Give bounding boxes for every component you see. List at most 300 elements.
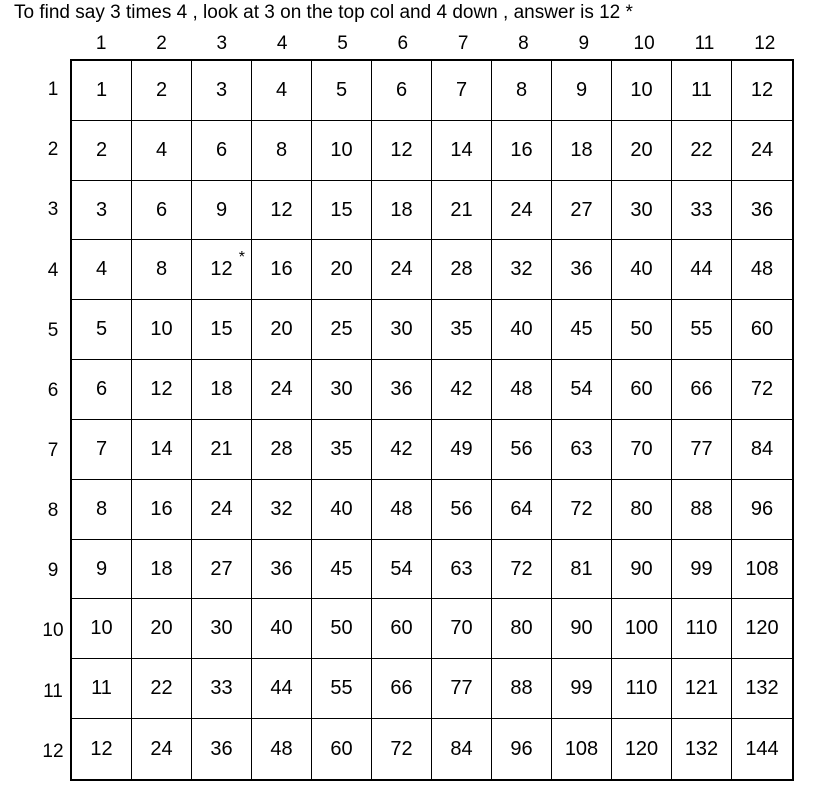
cell-value: 4 <box>155 138 168 161</box>
table-cell <box>192 719 252 779</box>
cell-value: 10 <box>630 78 653 101</box>
cell-value: 24 <box>210 497 233 520</box>
cell-value: 6 <box>395 78 408 101</box>
column-header: 5 <box>337 33 348 54</box>
cell-value: 99 <box>570 677 593 700</box>
table-cell <box>732 61 792 121</box>
cell-value: 72 <box>570 497 593 520</box>
cell-value: 40 <box>510 318 533 341</box>
table-cell <box>672 300 732 360</box>
cell-value: 16 <box>270 258 293 281</box>
highlight-marker: * <box>238 249 245 267</box>
table-cell <box>672 420 732 480</box>
table-cell <box>492 480 552 540</box>
cell-value: 72 <box>510 557 533 580</box>
column-header: 4 <box>276 33 288 54</box>
table-cell <box>732 659 792 719</box>
table-cell <box>672 181 732 241</box>
table-cell <box>72 719 132 779</box>
cell-value: 77 <box>690 437 713 460</box>
table-cell <box>732 480 792 540</box>
table-cell <box>432 181 492 241</box>
table-cell <box>672 360 732 420</box>
cell-value: 18 <box>570 138 593 161</box>
table-cell <box>372 121 432 181</box>
cell-value: 14 <box>450 138 473 161</box>
cell-value: 7 <box>95 437 108 460</box>
table-cell <box>312 540 372 600</box>
table-cell <box>72 599 132 659</box>
table-cell <box>612 480 672 540</box>
cell-value: 20 <box>270 318 293 341</box>
cell-value: 10 <box>90 617 113 640</box>
cell-value: 5 <box>335 78 348 101</box>
instruction-text: To find say 3 times 4 , look at 3 on the top col and 4 down , answer is 12 * <box>14 2 633 23</box>
cell-value: 8 <box>515 78 528 101</box>
cell-value: 60 <box>750 318 774 341</box>
cell-value: 2 <box>95 138 108 161</box>
table-cell <box>72 300 132 360</box>
table-cell <box>312 659 372 719</box>
table-cell <box>612 360 672 420</box>
row-header: 11 <box>43 680 63 702</box>
cell-value: 132 <box>745 677 779 700</box>
cell-value: 55 <box>330 677 353 700</box>
cell-value: 42 <box>390 437 413 460</box>
cell-value: 24 <box>510 198 533 221</box>
cell-value: 88 <box>510 677 533 700</box>
cell-value: 120 <box>745 617 779 640</box>
table-cell <box>672 240 732 300</box>
cell-value: 35 <box>450 318 473 341</box>
cell-value: 9 <box>215 198 228 221</box>
table-cell <box>672 61 732 121</box>
table-cell <box>432 61 492 121</box>
cell-value: 132 <box>684 737 719 760</box>
table-cell <box>252 360 312 420</box>
table-cell <box>72 181 132 241</box>
cell-value: 40 <box>630 258 653 281</box>
cell-value: 44 <box>270 677 293 700</box>
table-cell <box>732 360 792 420</box>
cell-value: 4 <box>275 78 288 101</box>
table-cell <box>432 540 492 600</box>
table-cell <box>132 420 192 480</box>
table-cell <box>552 599 612 659</box>
table-cell <box>672 599 732 659</box>
table-cell <box>312 599 372 659</box>
cell-value: 36 <box>210 737 233 760</box>
cell-value: 12 <box>210 258 233 281</box>
table-cell <box>672 121 732 181</box>
table-cell <box>372 599 432 659</box>
cell-value: 36 <box>390 378 413 401</box>
cell-value: 8 <box>155 258 168 281</box>
table-cell <box>372 719 432 779</box>
cell-value: 24 <box>390 258 413 281</box>
column-header: 3 <box>216 33 228 54</box>
cell-value: 54 <box>570 378 593 401</box>
cell-value: 25 <box>330 318 353 341</box>
table-cell <box>432 659 492 719</box>
cell-value: 3 <box>215 78 228 101</box>
cell-value: 72 <box>750 378 774 401</box>
table-cell <box>72 659 132 719</box>
table-cell <box>192 240 252 300</box>
table-cell <box>252 181 312 241</box>
cell-value: 90 <box>570 617 593 640</box>
cell-value: 18 <box>210 378 233 401</box>
cell-value: 84 <box>750 437 774 460</box>
table-cell <box>132 240 192 300</box>
cell-value: 12 <box>150 378 173 401</box>
row-header: 2 <box>47 139 59 161</box>
table-cell <box>552 121 612 181</box>
cell-value: 1 <box>95 78 108 101</box>
column-header: 9 <box>578 33 590 54</box>
row-header: 3 <box>47 199 59 221</box>
table-cell <box>732 181 792 241</box>
cell-value: 32 <box>270 497 293 520</box>
table-cell <box>252 420 312 480</box>
cell-value: 63 <box>450 557 473 580</box>
cell-value: 15 <box>210 318 233 341</box>
table-cell <box>372 300 432 360</box>
cell-value: 9 <box>95 557 108 580</box>
cell-value: 16 <box>150 497 173 520</box>
cell-value: 6 <box>215 138 228 161</box>
table-cell <box>612 599 672 659</box>
table-cell <box>132 719 192 779</box>
cell-value: 24 <box>750 138 774 161</box>
cell-value: 8 <box>95 497 108 520</box>
cell-value: 121 <box>684 677 719 700</box>
column-header: 12 <box>754 33 776 54</box>
table-cell <box>132 61 192 121</box>
cell-value: 84 <box>450 737 473 760</box>
cell-value: 10 <box>330 138 353 161</box>
cell-value: 66 <box>690 378 713 401</box>
table-cell <box>192 360 252 420</box>
table-cell <box>192 121 252 181</box>
table-cell <box>372 540 432 600</box>
cell-value: 7 <box>455 78 468 101</box>
table-cell <box>72 360 132 420</box>
table-cell <box>252 300 312 360</box>
table-cell <box>492 61 552 121</box>
cell-value: 99 <box>690 557 713 580</box>
column-header: 2 <box>156 33 167 54</box>
table-cell <box>432 480 492 540</box>
cell-value: 14 <box>150 437 173 460</box>
cell-value: 11 <box>91 677 112 700</box>
table-cell <box>732 540 792 600</box>
cell-value: 30 <box>390 318 413 341</box>
table-cell <box>492 121 552 181</box>
row-header: 6 <box>47 379 59 401</box>
row-headers <box>36 60 70 782</box>
table-cell <box>192 420 252 480</box>
cell-value: 12 <box>90 737 113 760</box>
table-cell <box>732 719 792 779</box>
row-header: 10 <box>42 620 64 642</box>
cell-value: 108 <box>745 557 779 580</box>
table-cell <box>192 480 252 540</box>
cell-value: 30 <box>630 198 653 221</box>
cell-value: 48 <box>510 378 533 401</box>
table-cell <box>552 300 612 360</box>
table-cell <box>252 240 312 300</box>
table-cell <box>132 300 192 360</box>
table-cell <box>492 360 552 420</box>
cell-value: 20 <box>330 258 353 281</box>
cell-value: 55 <box>690 318 713 341</box>
column-header: 7 <box>457 33 469 54</box>
cell-value: 21 <box>450 198 473 221</box>
cell-value: 27 <box>570 198 593 221</box>
table-cell <box>372 360 432 420</box>
cell-value: 9 <box>575 78 588 101</box>
cell-value: 44 <box>690 258 713 281</box>
row-header: 5 <box>47 319 59 341</box>
column-header: 8 <box>518 33 529 54</box>
table-cell <box>552 719 612 779</box>
table-cell <box>72 240 132 300</box>
cell-value: 60 <box>630 378 653 401</box>
table-cell <box>612 420 672 480</box>
column-header: 10 <box>633 33 655 54</box>
cell-value: 45 <box>330 557 353 580</box>
table-cell <box>492 420 552 480</box>
table-cell <box>252 61 312 121</box>
column-header: 6 <box>397 33 409 54</box>
cell-value: 100 <box>624 617 659 640</box>
cell-value: 3 <box>95 198 108 221</box>
table-cell <box>612 121 672 181</box>
cell-value: 12 <box>270 198 293 221</box>
cell-value: 28 <box>450 258 473 281</box>
table-cell <box>732 300 792 360</box>
cell-value: 6 <box>95 378 108 401</box>
row-header: 4 <box>47 259 59 281</box>
cell-value: 27 <box>210 557 233 580</box>
cell-value: 30 <box>330 378 353 401</box>
cell-value: 96 <box>510 737 533 760</box>
cell-value: 24 <box>270 378 293 401</box>
table-cell <box>552 240 612 300</box>
cell-value: 50 <box>630 318 653 341</box>
table-cell <box>132 659 192 719</box>
table-cell <box>312 181 372 241</box>
table-cell <box>192 300 252 360</box>
table-cell <box>432 599 492 659</box>
table-cell <box>252 599 312 659</box>
cell-value: 18 <box>150 557 173 580</box>
column-header: 11 <box>694 33 715 54</box>
cell-value: 110 <box>625 677 658 700</box>
cell-value: 48 <box>270 737 293 760</box>
cell-value: 5 <box>95 318 108 341</box>
table-cell <box>492 540 552 600</box>
table-cell <box>672 719 732 779</box>
table-cell <box>72 480 132 540</box>
table-cell <box>132 121 192 181</box>
cell-value: 80 <box>630 497 653 520</box>
cell-value: 20 <box>630 138 653 161</box>
table-cell <box>552 61 612 121</box>
table-cell <box>732 240 792 300</box>
table-cell <box>192 61 252 121</box>
cell-value: 36 <box>270 557 293 580</box>
table-cell <box>312 360 372 420</box>
cell-value: 16 <box>510 138 533 161</box>
table-cell <box>552 540 612 600</box>
table-cell <box>492 240 552 300</box>
table-cell <box>612 300 672 360</box>
table-cell <box>252 659 312 719</box>
cell-value: 70 <box>450 617 473 640</box>
table-cell <box>492 181 552 241</box>
cell-value: 2 <box>155 78 168 101</box>
table-cell <box>132 181 192 241</box>
cell-value: 66 <box>390 677 413 700</box>
table-cell <box>732 121 792 181</box>
cell-value: 110 <box>685 617 718 640</box>
table-cell <box>552 659 612 719</box>
column-headers <box>71 30 795 58</box>
cell-value: 63 <box>570 437 593 460</box>
cell-value: 54 <box>390 557 413 580</box>
table-cell <box>432 121 492 181</box>
cell-value: 50 <box>330 617 353 640</box>
cell-value: 90 <box>630 557 653 580</box>
table-cell <box>372 61 432 121</box>
cell-value: 6 <box>155 198 168 221</box>
table-cell <box>372 659 432 719</box>
cell-value: 45 <box>570 318 593 341</box>
cell-value: 12 <box>390 138 413 161</box>
cell-value: 33 <box>690 198 713 221</box>
table-cell <box>372 181 432 241</box>
multiplication-table <box>70 59 794 781</box>
cell-value: 18 <box>390 198 413 221</box>
cell-value: 70 <box>630 437 653 460</box>
table-cell <box>312 300 372 360</box>
cell-value: 10 <box>150 318 173 341</box>
table-cell <box>432 719 492 779</box>
table-cell <box>312 480 372 540</box>
table-cell <box>492 599 552 659</box>
cell-value: 42 <box>450 378 473 401</box>
row-header: 7 <box>47 440 59 462</box>
table-cell <box>192 659 252 719</box>
table-cell <box>312 719 372 779</box>
table-cell <box>612 540 672 600</box>
cell-value: 56 <box>510 437 533 460</box>
table-cell <box>732 420 792 480</box>
cell-value: 40 <box>330 497 353 520</box>
table-cell <box>552 480 612 540</box>
table-cell <box>672 480 732 540</box>
table-cell <box>72 121 132 181</box>
cell-value: 21 <box>210 437 233 460</box>
table-cell <box>192 181 252 241</box>
cell-value: 56 <box>450 497 473 520</box>
table-cell <box>252 540 312 600</box>
table-cell <box>672 540 732 600</box>
table-cell <box>372 240 432 300</box>
cell-value: 12 <box>750 78 774 101</box>
cell-value: 88 <box>690 497 713 520</box>
row-header: 8 <box>47 500 59 522</box>
table-cell <box>612 659 672 719</box>
cell-value: 72 <box>390 737 413 760</box>
cell-value: 11 <box>691 78 712 101</box>
cell-value: 40 <box>270 617 293 640</box>
cell-value: 49 <box>450 437 473 460</box>
cell-value: 15 <box>330 198 353 221</box>
table-cell <box>552 360 612 420</box>
table-cell <box>132 599 192 659</box>
cell-value: 36 <box>750 198 774 221</box>
cell-value: 108 <box>564 737 599 760</box>
cell-value: 96 <box>750 497 774 520</box>
table-cell <box>72 420 132 480</box>
table-cell <box>552 181 612 241</box>
table-cell <box>612 719 672 779</box>
row-header: 1 <box>47 79 59 101</box>
cell-value: 20 <box>150 617 173 640</box>
table-cell <box>312 420 372 480</box>
table-cell <box>252 121 312 181</box>
table-cell <box>192 540 252 600</box>
cell-value: 24 <box>150 737 173 760</box>
table-cell <box>432 240 492 300</box>
table-cell <box>132 480 192 540</box>
table-cell <box>72 540 132 600</box>
cell-value: 64 <box>510 497 533 520</box>
table-cell <box>432 420 492 480</box>
table-cell <box>72 61 132 121</box>
table-cell <box>612 181 672 241</box>
cell-value: 80 <box>510 617 533 640</box>
table-cell <box>312 240 372 300</box>
cell-value: 28 <box>270 437 293 460</box>
table-cell <box>432 360 492 420</box>
cell-value: 60 <box>330 737 353 760</box>
table-cell <box>192 599 252 659</box>
table-cell <box>252 480 312 540</box>
cell-value: 35 <box>330 437 353 460</box>
cell-value: 22 <box>690 138 713 161</box>
table-cell <box>312 61 372 121</box>
table-cell <box>732 599 792 659</box>
table-cell <box>252 719 312 779</box>
column-header: 1 <box>95 33 107 54</box>
table-cell <box>132 540 192 600</box>
cell-value: 22 <box>150 677 173 700</box>
cell-value: 32 <box>510 258 533 281</box>
table-cell <box>372 480 432 540</box>
table-cell <box>132 360 192 420</box>
cell-value: 33 <box>210 677 233 700</box>
cell-value: 144 <box>745 737 779 760</box>
cell-value: 81 <box>570 557 593 580</box>
row-header: 12 <box>42 740 64 762</box>
table-cell <box>672 659 732 719</box>
table-cell <box>312 121 372 181</box>
table-cell <box>492 719 552 779</box>
